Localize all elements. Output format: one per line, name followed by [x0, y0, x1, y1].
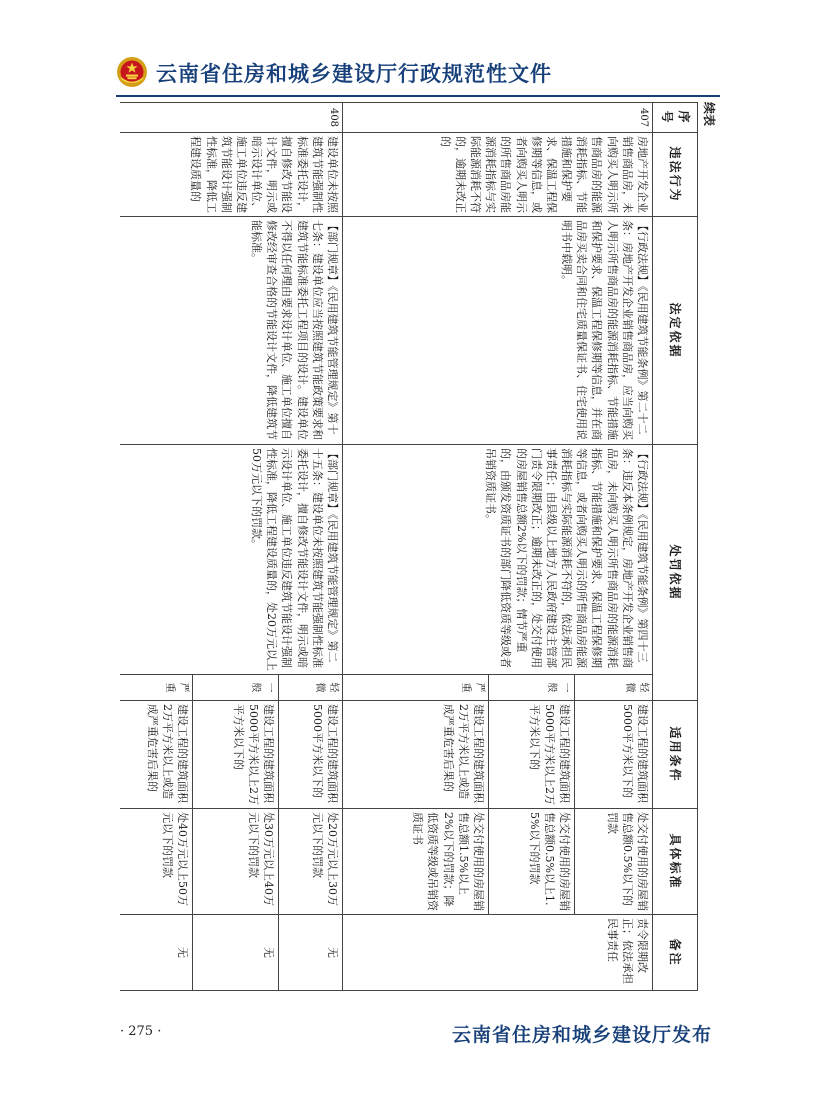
row-seq: 408 [120, 103, 343, 133]
continued-label: 续表 [702, 102, 716, 127]
header-seq: 序号 [653, 103, 698, 133]
page-title: 云南省住房和城乡建设厅行政规范性文件 [156, 62, 552, 86]
row-behavior: 建设单位未按照建筑节能强制性标准委托设计，擅自修改节能设计文件，明示或暗示设计单位、施工单位违反建筑节能设计强制性标准，降低工程建设质量的 [120, 133, 343, 217]
level-cell: 轻微 [575, 675, 653, 701]
level-cell: 严重 [120, 675, 193, 701]
condition-cell: 建设工程的建筑面积5000平方米以下的 [279, 701, 343, 809]
publisher-footer: 云南省住房和城乡建设厅发布 [451, 1024, 712, 1046]
standard-cell: 处交付使用的房屋销售总额0.5%以下的罚款 [575, 809, 653, 915]
row-seq: 407 [343, 103, 653, 133]
national-emblem-icon [116, 56, 148, 88]
header-note: 备注 [653, 915, 698, 991]
row-legal-basis: 【行政法规】《民用建筑节能条例》第二十二条：房地产开发企业销售商品房，应当向购买人明示所售商品房的能源消耗指标、节能措施和保护要求、保温工程保修期等信息，并在商品房买卖合同和住宅质量保证书、住宅使用说明书中载明。 [343, 217, 653, 445]
standard-cell: 处交付使用的房屋销售总额1.5%以上2%以下的罚款；降低资质等级或吊销资质证书 [343, 809, 489, 915]
table-header-row [653, 103, 698, 991]
standard-cell: 处交付使用的房屋销售总额0.5%以上1.5%以下的罚款 [489, 809, 575, 915]
header-behavior: 违法行为 [653, 133, 698, 217]
rotated-table-page [120, 102, 720, 992]
condition-cell: 建设工程的建筑面积2万平方米以上或造成严重危害后果的 [120, 701, 193, 809]
table-row [279, 103, 343, 991]
header-divider [116, 95, 720, 97]
note-cell: 责令限期改正；依法承担民事责任 [343, 915, 653, 991]
penalty-table [120, 102, 698, 991]
header-penalty-basis: 处罚依据 [653, 445, 698, 701]
note-cell: 无 [193, 915, 279, 991]
note-cell: 无 [120, 915, 193, 991]
level-cell: 一般 [489, 675, 575, 701]
standard-cell: 处30万元以上40万元以下的罚款 [193, 809, 279, 915]
rotated-table-area [120, 102, 720, 992]
level-cell: 严重 [343, 675, 489, 701]
row-penalty-basis: 【部门规章】《民用建筑节能管理规定》第二十五条：建设单位未按照建筑节能强制性标准委托设计，擅自修改节能设计文件，明示或暗示设计单位、施工单位违反建筑节能设计强制性标准，降低工程建设质量的，处20万元以上50万元以下的罚款。 [120, 445, 343, 675]
header-standard: 具体标准 [653, 809, 698, 915]
page-header [116, 54, 716, 94]
row-behavior: 房地产开发企业销售商品房，未向购买人明示所售商品房的能源消耗指标、节能措施和保护要求、保温工程保修期等信息，或者向购买人明示的所售商品房能源消耗指标与实际能源消耗不符的，逾期未改正的 [343, 133, 653, 217]
standard-cell: 处20万元以上30万元以下的罚款 [279, 809, 343, 915]
level-cell: 一般 [193, 675, 279, 701]
level-cell: 轻微 [279, 675, 343, 701]
condition-cell: 建设工程的建筑面积5000平方米以下的 [575, 701, 653, 809]
note-cell: 无 [279, 915, 343, 991]
condition-cell: 建设工程的建筑面积5000平方米以上2万平方米以下的 [489, 701, 575, 809]
standard-cell: 处40万元以上50万元以下的罚款 [120, 809, 193, 915]
row-penalty-basis: 【行政法规】《民用建筑节能条例》第四十三条：违反本条例规定，房地产开发企业销售商品房，未向购买人明示所售商品房的能源消耗指标、节能措施和保护要求、保温工程保修期等信息，或者向购买人明示的所售商品房能源消耗指标与实际能源消耗不符的，依法承担民事责任；由县级以上地方人民政府建设主管部门责令限期改正；逾期未改正的，处交付使用的房屋销售总额2%以下的罚款；情节严重的，由颁发资质证书的部门降低资质等级或者吊销资质证书。 [343, 445, 653, 675]
condition-cell: 建设工程的建筑面积2万平方米以上或造成严重危害后果的 [343, 701, 489, 809]
header-legal-basis: 法定依据 [653, 217, 698, 445]
page-number: · 275 · [120, 1024, 162, 1039]
header-conditions: 适用条件 [653, 701, 698, 809]
table-row [575, 103, 653, 991]
row-legal-basis: 【部门规章】《民用建筑节能管理规定》第十七条：建设单位应当按照建筑节能政策要求和建筑节能标准委托工程项目的设计。建设单位不得以任何理由要求设计单位、施工单位擅自修改经审查合格的节能设计文件，降低建筑节能标准。 [120, 217, 343, 445]
condition-cell: 建设工程的建筑面积5000平方米以上2万平方米以下的 [193, 701, 279, 809]
